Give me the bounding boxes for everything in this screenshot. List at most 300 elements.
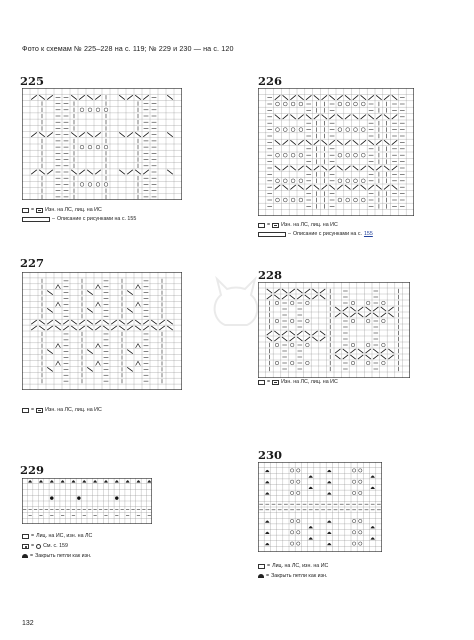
stitch-mark bbox=[275, 115, 280, 119]
stitch-mark bbox=[359, 531, 362, 534]
stitch-mark bbox=[96, 302, 101, 306]
stitch-mark bbox=[96, 344, 101, 348]
stitch-mark bbox=[143, 170, 149, 174]
stitch-mark bbox=[366, 343, 370, 347]
stitch-mark bbox=[327, 492, 331, 494]
stitch-mark bbox=[299, 153, 303, 157]
pattern-225-legend-purl: = Изн. на ЛС, лиц. на ИС bbox=[22, 207, 102, 213]
page-link[interactable]: 155 bbox=[363, 231, 373, 237]
stitch-mark bbox=[361, 179, 365, 183]
stitch-mark bbox=[350, 355, 355, 359]
stitch-mark bbox=[143, 132, 149, 136]
stitch-mark bbox=[388, 307, 393, 311]
stitch-mark bbox=[276, 179, 280, 183]
stitch-mark bbox=[368, 166, 373, 170]
page-number: 132 bbox=[22, 620, 34, 627]
stitch-mark bbox=[267, 295, 272, 299]
stitch-mark bbox=[55, 320, 61, 324]
legend-text: Изн. на ЛС, лиц. на ИС bbox=[281, 379, 338, 385]
stitch-mark bbox=[167, 326, 173, 330]
stitch-mark bbox=[384, 115, 389, 119]
stitch-mark bbox=[127, 350, 133, 354]
stitch-mark bbox=[88, 183, 92, 187]
stitch-mark bbox=[274, 331, 279, 335]
stitch-mark bbox=[290, 337, 295, 341]
stitch-mark bbox=[343, 307, 348, 311]
chart-grid bbox=[258, 88, 414, 216]
dash-cell-symbol bbox=[272, 223, 279, 228]
cable-group-symbol bbox=[22, 217, 50, 222]
stitch-mark bbox=[39, 170, 45, 174]
stitch-mark bbox=[127, 367, 133, 371]
stitch-mark bbox=[384, 95, 389, 99]
stitch-mark bbox=[56, 285, 61, 289]
stitch-mark bbox=[371, 487, 375, 489]
stitch-mark bbox=[119, 320, 125, 324]
stitch-mark bbox=[82, 480, 86, 482]
stitch-mark bbox=[298, 140, 303, 144]
stitch-mark bbox=[354, 153, 358, 157]
stitch-mark bbox=[283, 115, 288, 119]
stitch-mark bbox=[381, 307, 386, 311]
stitch-mark bbox=[353, 140, 358, 144]
stitch-mark bbox=[136, 302, 141, 306]
stitch-mark bbox=[384, 140, 389, 144]
stitch-mark bbox=[290, 95, 295, 99]
stitch-mark bbox=[299, 128, 303, 132]
empty-cell-symbol bbox=[22, 208, 29, 213]
stitch-mark bbox=[47, 326, 53, 330]
stitch-mark bbox=[382, 301, 386, 305]
stitch-mark bbox=[87, 170, 93, 174]
pattern-230-legend-bindoff: = Закрыть петли как изн. bbox=[258, 573, 327, 579]
stitch-mark bbox=[127, 170, 133, 174]
stitch-mark bbox=[79, 95, 85, 99]
stitch-mark bbox=[276, 128, 280, 132]
stitch-mark bbox=[290, 295, 295, 299]
stitch-mark bbox=[111, 326, 117, 330]
cat-watermark-icon bbox=[205, 265, 265, 335]
stitch-mark bbox=[31, 95, 37, 99]
stitch-mark bbox=[87, 308, 93, 312]
stitch-mark bbox=[167, 132, 173, 136]
stitch-mark bbox=[127, 132, 133, 136]
cable-group-symbol bbox=[258, 232, 286, 237]
stitch-mark bbox=[291, 153, 295, 157]
stitch-mark bbox=[388, 355, 393, 359]
stitch-mark bbox=[351, 361, 355, 365]
stitch-mark bbox=[267, 337, 272, 341]
bobble-symbol bbox=[22, 544, 29, 549]
stitch-mark bbox=[345, 95, 350, 99]
stitch-mark bbox=[104, 183, 108, 187]
stitch-mark bbox=[31, 132, 37, 136]
stitch-mark bbox=[329, 95, 334, 99]
stitch-mark bbox=[382, 319, 386, 323]
stitch-mark bbox=[137, 480, 141, 482]
stitch-mark bbox=[353, 95, 358, 99]
stitch-mark bbox=[104, 108, 108, 112]
stitch-mark bbox=[305, 289, 310, 293]
stitch-mark bbox=[376, 115, 381, 119]
stitch-mark bbox=[275, 343, 279, 347]
stitch-mark bbox=[329, 166, 334, 170]
stitch-mark bbox=[297, 337, 302, 341]
stitch-mark bbox=[329, 140, 334, 144]
stitch-mark bbox=[151, 326, 157, 330]
pattern-227-legend-purl: = Изн. на ЛС, лиц. на ИС bbox=[22, 407, 102, 413]
stitch-mark bbox=[346, 102, 350, 106]
stitch-mark bbox=[322, 185, 327, 189]
stitch-mark bbox=[143, 95, 149, 99]
pattern-226-title: 226 bbox=[258, 74, 283, 88]
stitch-mark bbox=[346, 153, 350, 157]
chart-grid bbox=[258, 462, 382, 552]
stitch-mark bbox=[265, 470, 269, 472]
stitch-mark bbox=[306, 95, 311, 99]
stitch-mark bbox=[327, 470, 331, 472]
legend-text: Закрыть петли как изн. bbox=[35, 553, 92, 559]
stitch-mark bbox=[297, 542, 300, 545]
pattern-225-legend-ref: – Описание с рисунками на с. 155 bbox=[22, 216, 136, 222]
stitch-mark bbox=[354, 198, 358, 202]
stitch-mark bbox=[143, 320, 149, 324]
stitch-mark bbox=[290, 331, 295, 335]
stitch-mark bbox=[135, 132, 141, 136]
stitch-mark bbox=[119, 132, 125, 136]
stitch-mark bbox=[376, 166, 381, 170]
empty-cell-symbol bbox=[258, 223, 265, 228]
stitch-mark bbox=[343, 355, 348, 359]
chart-grid bbox=[22, 478, 152, 524]
stitch-mark bbox=[56, 344, 61, 348]
pattern-226-chart bbox=[258, 88, 414, 216]
empty-cell-symbol bbox=[258, 380, 265, 385]
stitch-mark bbox=[274, 289, 279, 293]
stitch-mark bbox=[47, 367, 53, 371]
stitch-mark bbox=[276, 102, 280, 106]
empty-cell-symbol bbox=[22, 534, 29, 539]
stitch-mark bbox=[345, 166, 350, 170]
stitch-mark bbox=[309, 537, 313, 539]
stitch-mark bbox=[320, 289, 325, 293]
stitch-mark bbox=[290, 185, 295, 189]
stitch-mark bbox=[371, 537, 375, 539]
stitch-mark bbox=[361, 140, 366, 144]
legend-text: Лиц. на ЛС, изн. на ИС bbox=[272, 563, 329, 569]
stitch-mark bbox=[354, 179, 358, 183]
stitch-mark bbox=[71, 132, 77, 136]
stitch-mark bbox=[354, 128, 358, 132]
legend-text: Описание с рисунками на с. bbox=[292, 231, 362, 237]
stitch-mark bbox=[95, 132, 101, 136]
stitch-mark bbox=[329, 185, 334, 189]
stitch-mark bbox=[265, 481, 269, 483]
stitch-mark bbox=[290, 361, 294, 365]
stitch-mark bbox=[159, 320, 165, 324]
pattern-228-title: 228 bbox=[258, 268, 283, 282]
stitch-mark bbox=[79, 320, 85, 324]
stitch-mark bbox=[361, 185, 366, 189]
stitch-mark bbox=[314, 185, 319, 189]
stitch-mark bbox=[136, 285, 141, 289]
stitch-mark bbox=[290, 469, 293, 472]
stitch-mark bbox=[77, 496, 80, 499]
pattern-230-chart bbox=[258, 462, 382, 552]
stitch-mark bbox=[322, 166, 327, 170]
stitch-mark bbox=[350, 307, 355, 311]
stitch-mark bbox=[275, 185, 280, 189]
stitch-mark bbox=[135, 326, 141, 330]
stitch-mark bbox=[282, 331, 287, 335]
stitch-mark bbox=[31, 326, 37, 330]
stitch-mark bbox=[298, 166, 303, 170]
bind-off-symbol bbox=[258, 574, 264, 578]
stitch-mark bbox=[79, 132, 85, 136]
stitch-mark bbox=[312, 331, 317, 335]
stitch-mark bbox=[276, 198, 280, 202]
stitch-mark bbox=[297, 480, 300, 483]
stitch-mark bbox=[368, 185, 373, 189]
stitch-mark bbox=[337, 115, 342, 119]
stitch-mark bbox=[95, 95, 101, 99]
stitch-mark bbox=[382, 361, 386, 365]
stitch-mark bbox=[297, 531, 300, 534]
stitch-mark bbox=[135, 95, 141, 99]
stitch-mark bbox=[159, 326, 165, 330]
stitch-mark bbox=[376, 185, 381, 189]
stitch-mark bbox=[298, 95, 303, 99]
stitch-mark bbox=[381, 313, 386, 317]
stitch-mark bbox=[361, 166, 366, 170]
stitch-mark bbox=[351, 343, 355, 347]
stitch-mark bbox=[276, 153, 280, 157]
stitch-mark bbox=[312, 289, 317, 293]
stitch-mark bbox=[373, 349, 378, 353]
stitch-mark bbox=[127, 326, 133, 330]
stitch-mark bbox=[338, 102, 342, 106]
stitch-mark bbox=[95, 170, 101, 174]
stitch-mark bbox=[275, 361, 279, 365]
stitch-mark bbox=[338, 198, 342, 202]
stitch-mark bbox=[283, 198, 287, 202]
stitch-mark bbox=[283, 128, 287, 132]
stitch-mark bbox=[265, 492, 269, 494]
stitch-mark bbox=[351, 301, 355, 305]
stitch-mark bbox=[87, 326, 93, 330]
stitch-mark bbox=[306, 301, 310, 305]
stitch-mark bbox=[290, 491, 293, 494]
stitch-mark bbox=[56, 361, 61, 365]
stitch-mark bbox=[376, 140, 381, 144]
stitch-mark bbox=[265, 521, 269, 523]
stitch-mark bbox=[290, 301, 294, 305]
stitch-mark bbox=[291, 102, 295, 106]
stitch-mark bbox=[373, 313, 378, 317]
stitch-mark bbox=[167, 170, 173, 174]
stitch-mark bbox=[345, 185, 350, 189]
stitch-mark bbox=[322, 95, 327, 99]
stitch-mark bbox=[366, 361, 370, 365]
stitch-mark bbox=[127, 291, 133, 295]
stitch-mark bbox=[346, 128, 350, 132]
stitch-mark bbox=[309, 526, 313, 528]
stitch-mark bbox=[119, 170, 125, 174]
stitch-mark bbox=[352, 531, 355, 534]
pattern-227-chart bbox=[22, 272, 182, 390]
stitch-mark bbox=[366, 307, 371, 311]
stitch-mark bbox=[274, 295, 279, 299]
stitch-mark bbox=[314, 166, 319, 170]
stitch-mark bbox=[151, 320, 157, 324]
stitch-mark bbox=[87, 320, 93, 324]
dash-cell-symbol bbox=[36, 408, 43, 413]
stitch-mark bbox=[50, 480, 54, 482]
stitch-mark bbox=[283, 179, 287, 183]
stitch-mark bbox=[290, 531, 293, 534]
stitch-mark bbox=[305, 331, 310, 335]
stitch-mark bbox=[373, 355, 378, 359]
stitch-mark bbox=[267, 331, 272, 335]
stitch-mark bbox=[126, 480, 130, 482]
pattern-229-legend-knit: = Лиц. на ИС, изн. на ЛС bbox=[22, 533, 92, 539]
stitch-mark bbox=[290, 319, 294, 323]
stitch-mark bbox=[136, 344, 141, 348]
stitch-mark bbox=[80, 145, 84, 149]
stitch-mark bbox=[96, 145, 100, 149]
stitch-mark bbox=[314, 95, 319, 99]
stitch-mark bbox=[299, 198, 303, 202]
stitch-mark bbox=[290, 519, 293, 522]
stitch-mark bbox=[71, 320, 77, 324]
stitch-mark bbox=[351, 319, 355, 323]
stitch-mark bbox=[366, 319, 370, 323]
stitch-mark bbox=[47, 132, 53, 136]
stitch-mark bbox=[275, 140, 280, 144]
stitch-mark bbox=[96, 183, 100, 187]
stitch-mark bbox=[290, 115, 295, 119]
stitch-mark bbox=[96, 285, 101, 289]
legend-text: Изн. на ЛС, лиц. на ИС bbox=[45, 407, 102, 413]
stitch-mark bbox=[96, 108, 100, 112]
pattern-225-chart bbox=[22, 88, 182, 200]
stitch-mark bbox=[350, 313, 355, 317]
stitch-mark bbox=[63, 320, 69, 324]
pattern-228-legend-purl: = Изн. на ЛС, лиц. на ИС bbox=[258, 379, 338, 385]
stitch-mark bbox=[87, 367, 93, 371]
empty-cell-symbol bbox=[22, 408, 29, 413]
stitch-mark bbox=[119, 326, 125, 330]
stitch-mark bbox=[135, 170, 141, 174]
stitch-mark bbox=[283, 95, 288, 99]
stitch-mark bbox=[95, 326, 101, 330]
stitch-mark bbox=[88, 108, 92, 112]
pattern-225-title: 225 bbox=[20, 74, 45, 88]
stitch-mark bbox=[297, 331, 302, 335]
stitch-mark bbox=[353, 185, 358, 189]
stitch-mark bbox=[56, 302, 61, 306]
stitch-mark bbox=[115, 496, 118, 499]
stitch-mark bbox=[337, 166, 342, 170]
stitch-mark bbox=[366, 301, 370, 305]
stitch-mark bbox=[71, 326, 77, 330]
stitch-mark bbox=[392, 95, 397, 99]
stitch-mark bbox=[381, 349, 386, 353]
stitch-mark bbox=[290, 480, 293, 483]
stitch-mark bbox=[327, 543, 331, 545]
stitch-mark bbox=[381, 355, 386, 359]
stitch-mark bbox=[384, 166, 389, 170]
stitch-mark bbox=[343, 313, 348, 317]
stitch-mark bbox=[80, 108, 84, 112]
stitch-mark bbox=[135, 320, 141, 324]
stitch-mark bbox=[136, 361, 141, 365]
stitch-mark bbox=[335, 349, 340, 353]
stitch-mark bbox=[345, 115, 350, 119]
stitch-mark bbox=[320, 337, 325, 341]
stitch-mark bbox=[361, 115, 366, 119]
pattern-228-chart bbox=[258, 282, 410, 378]
stitch-mark bbox=[366, 313, 371, 317]
stitch-mark bbox=[119, 95, 125, 99]
dash-cell-symbol bbox=[272, 380, 279, 385]
stitch-mark bbox=[337, 95, 342, 99]
stitch-mark bbox=[104, 480, 108, 482]
stitch-mark bbox=[299, 179, 303, 183]
stitch-mark bbox=[297, 491, 300, 494]
pattern-226-legend-ref: – Описание с рисунками на с. 155 bbox=[258, 231, 373, 237]
stitch-mark bbox=[320, 331, 325, 335]
stitch-mark bbox=[322, 115, 327, 119]
stitch-mark bbox=[352, 469, 355, 472]
pattern-229-title: 229 bbox=[20, 463, 45, 477]
stitch-mark bbox=[338, 179, 342, 183]
stitch-mark bbox=[335, 307, 340, 311]
stitch-mark bbox=[358, 349, 363, 353]
stitch-mark bbox=[71, 170, 77, 174]
stitch-mark bbox=[47, 95, 53, 99]
stitch-mark bbox=[79, 170, 85, 174]
stitch-mark bbox=[28, 480, 32, 482]
stitch-mark bbox=[327, 521, 331, 523]
stitch-mark bbox=[283, 140, 288, 144]
stitch-mark bbox=[314, 140, 319, 144]
stitch-mark bbox=[352, 542, 355, 545]
pattern-229-legend-bobble: = См. с. 159 bbox=[22, 543, 68, 549]
stitch-mark bbox=[87, 291, 93, 295]
legend-text: Описание с рисунками на с. 155 bbox=[56, 216, 137, 222]
stitch-mark bbox=[376, 95, 381, 99]
stitch-mark bbox=[267, 289, 272, 293]
stitch-mark bbox=[306, 140, 311, 144]
stitch-mark bbox=[95, 320, 101, 324]
stitch-mark bbox=[87, 350, 93, 354]
stitch-mark bbox=[338, 153, 342, 157]
stitch-mark bbox=[103, 320, 109, 324]
stitch-mark bbox=[306, 115, 311, 119]
stitch-mark bbox=[274, 337, 279, 341]
stitch-mark bbox=[87, 95, 93, 99]
stitch-mark bbox=[47, 170, 53, 174]
stitch-mark bbox=[291, 179, 295, 183]
stitch-mark bbox=[361, 95, 366, 99]
bobble-detail-icon bbox=[36, 544, 41, 549]
stitch-mark bbox=[306, 343, 310, 347]
stitch-mark bbox=[299, 102, 303, 106]
stitch-mark bbox=[127, 95, 133, 99]
page-header: Фото к схемам № 225–228 на с. 119; № 229 и 230 — на с. 120 bbox=[22, 44, 234, 53]
stitch-mark bbox=[329, 115, 334, 119]
